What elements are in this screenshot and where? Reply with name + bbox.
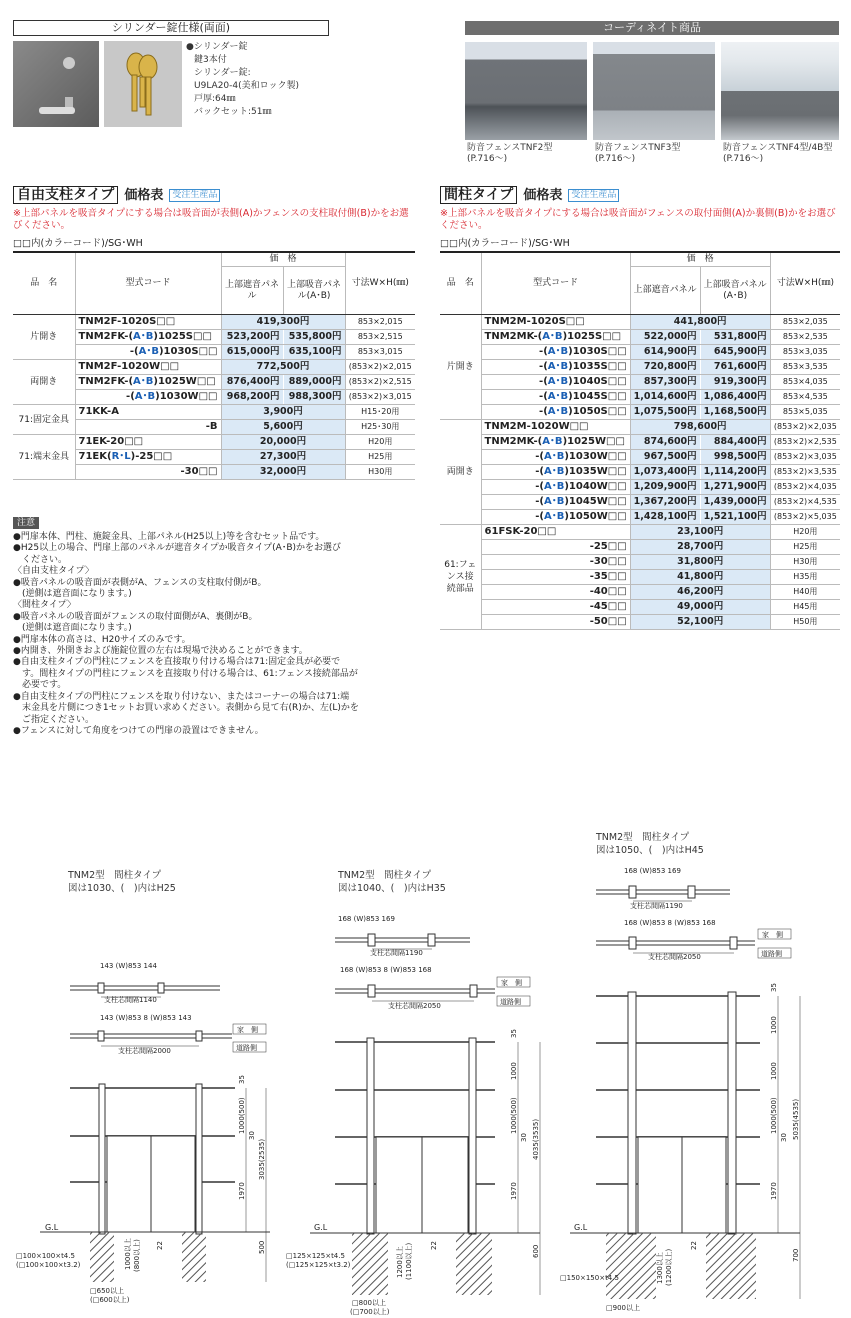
right-price-shield: 1,428,100円 bbox=[630, 510, 700, 525]
d3-gl: G.L bbox=[574, 1223, 588, 1232]
left-dim: H15･20用 bbox=[345, 405, 415, 420]
right-code: TNM2MK-(A･B)1025S□□ bbox=[481, 330, 630, 345]
left-dim: H20用 bbox=[345, 435, 415, 450]
left-th-p2: 上部吸音パネル(A･B) bbox=[283, 267, 345, 315]
right-row bbox=[440, 480, 840, 495]
d1-plan2: 143 (W)853 8 (W)853 143 bbox=[100, 1014, 192, 1022]
left-price-absorb: 635,100円 bbox=[283, 345, 345, 360]
right-code: -35□□ bbox=[481, 570, 630, 585]
left-price: 772,500円 bbox=[221, 360, 345, 375]
right-code: -30□□ bbox=[481, 555, 630, 570]
d2-post2: (□125×125×t3.2) bbox=[286, 1261, 351, 1269]
note-line: ●門扉本体、門柱、施錠金具、上部パネル(H25以上)等を含むセット品です。 bbox=[13, 532, 325, 542]
left-dim: (853×2)×3,015 bbox=[345, 390, 415, 405]
right-code: -(A･B)1035W□□ bbox=[481, 465, 630, 480]
left-th-p1: 上部遮音パネル bbox=[221, 267, 283, 315]
d3-found: □900以上 bbox=[606, 1304, 640, 1312]
right-price: 49,000円 bbox=[630, 600, 770, 615]
drawings-svg bbox=[0, 860, 851, 1318]
note-line: ●自由支柱タイプの門柱にフェンスを直接取り付ける場合は71:固定金具が必要で bbox=[13, 657, 341, 668]
left-price-absorb: 535,800円 bbox=[283, 330, 345, 345]
left-code: TNM2F-1020W□□ bbox=[75, 360, 221, 375]
right-price: 46,200円 bbox=[630, 585, 770, 600]
left-price-absorb: 988,300円 bbox=[283, 390, 345, 405]
d1-front: 家 側 bbox=[237, 1026, 258, 1034]
d2-plan2b: 支柱芯間隔2050 bbox=[388, 1002, 441, 1010]
right-price: 31,800円 bbox=[630, 555, 770, 570]
left-price-shield: 523,200円 bbox=[221, 330, 283, 345]
right-price: 23,100円 bbox=[630, 525, 770, 540]
right-price-table bbox=[440, 251, 840, 630]
right-price-absorb: 1,168,500円 bbox=[700, 405, 770, 420]
right-row bbox=[440, 525, 840, 540]
right-row bbox=[440, 345, 840, 360]
d1-plan1b: 支柱芯間隔1140 bbox=[104, 996, 157, 1004]
note-line: ご指定ください。 bbox=[13, 714, 95, 725]
right-price-shield: 1,073,400円 bbox=[630, 465, 700, 480]
left-dim: H25用 bbox=[345, 450, 415, 465]
left-dim: 853×3,015 bbox=[345, 345, 415, 360]
right-dim: (853×2)×5,035 bbox=[770, 510, 840, 525]
left-subtitle: 価格表 bbox=[124, 188, 164, 203]
right-price: 798,600円 bbox=[630, 420, 770, 435]
cylinder-spec-4: U9LA20-4(美和ロック製) bbox=[194, 81, 299, 91]
d1-found: □650以上 bbox=[90, 1287, 124, 1295]
left-group: 片開き bbox=[13, 315, 75, 360]
right-dim: (853×2)×4,035 bbox=[770, 480, 840, 495]
d2-dim4: 1970 bbox=[510, 1182, 518, 1200]
d1-dim0: 35 bbox=[238, 1075, 246, 1084]
right-code: -(A･B)1045S□□ bbox=[481, 390, 630, 405]
right-price-shield: 1,367,200円 bbox=[630, 495, 700, 510]
right-dim: 853×3,035 bbox=[770, 345, 840, 360]
right-price: 52,100円 bbox=[630, 615, 770, 630]
right-row bbox=[440, 585, 840, 600]
drawing3-sub: 図は1050、( )内はH45 bbox=[596, 845, 704, 856]
d1-post: □100×100×t4.5 bbox=[16, 1252, 75, 1260]
drawing1-title: TNM2型 間柱タイプ bbox=[68, 870, 162, 881]
right-dim: (853×2)×3,535 bbox=[770, 465, 840, 480]
right-row bbox=[440, 450, 840, 465]
d3-plan2: 168 (W)853 8 (W)853 168 bbox=[624, 919, 716, 927]
right-code: -40□□ bbox=[481, 585, 630, 600]
left-th-code: 型式コード bbox=[75, 252, 221, 315]
right-section-title bbox=[440, 186, 619, 205]
right-th-dim: 寸法W×H(㎜) bbox=[770, 252, 840, 315]
right-price-absorb: 1,521,100円 bbox=[700, 510, 770, 525]
note-line: ●フェンスに対して角度をつけての門扉の設置はできません。 bbox=[13, 725, 264, 736]
d3-dim7: 700 bbox=[792, 1248, 800, 1262]
left-color-code: □□内(カラーコード)/SG･WH bbox=[13, 238, 143, 249]
right-code: -(A･B)1030W□□ bbox=[481, 450, 630, 465]
right-dim: 853×5,035 bbox=[770, 405, 840, 420]
d1-road: 道路側 bbox=[236, 1044, 257, 1052]
d3-post: □150×150×t4.5 bbox=[560, 1274, 619, 1282]
drawing2-sub: 図は1040、( )内はH35 bbox=[338, 883, 446, 894]
right-dim: H25用 bbox=[770, 540, 840, 555]
right-price-absorb: 761,600円 bbox=[700, 360, 770, 375]
right-row bbox=[440, 540, 840, 555]
right-dim: H40用 bbox=[770, 585, 840, 600]
note-line: ください。 bbox=[13, 554, 68, 565]
note-line: 〈自由支柱タイプ〉 bbox=[13, 566, 94, 577]
left-code: -(A･B)1030S□□ bbox=[75, 345, 221, 360]
left-price: 20,000円 bbox=[221, 435, 345, 450]
drawing3-elevation bbox=[560, 983, 800, 1312]
d2-dim1: 1000 bbox=[510, 1062, 518, 1080]
left-note: ※上部パネルを吸音タイプにする場合は吸音面が表側(A)かフェンスの支柱取付側(B)かをお選びください。 bbox=[13, 208, 409, 231]
left-price-absorb: 889,000円 bbox=[283, 375, 345, 390]
left-code: -B bbox=[75, 420, 221, 435]
right-row bbox=[440, 555, 840, 570]
left-th-name: 品 名 bbox=[13, 252, 75, 315]
left-group: 71:端末金具 bbox=[13, 435, 75, 480]
left-dim: (853×2)×2,515 bbox=[345, 375, 415, 390]
cylinder-spec-6: バックセット:51㎜ bbox=[194, 107, 272, 117]
right-th-name: 品 名 bbox=[440, 252, 481, 315]
left-price-shield: 876,400円 bbox=[221, 375, 283, 390]
d1-found2: (□600以上) bbox=[90, 1296, 130, 1304]
right-dim: 853×4,535 bbox=[770, 390, 840, 405]
note-line: ●内開き、外開きおよび施錠位置の左右は現場で決めることができます。 bbox=[13, 646, 308, 657]
left-code: -30□□ bbox=[75, 465, 221, 480]
d3-dim9: 1300以上 bbox=[656, 1252, 664, 1284]
right-price-shield: 857,300円 bbox=[630, 375, 700, 390]
right-th-p2: 上部吸音パネル(A･B) bbox=[700, 267, 770, 315]
left-dim: (853×2)×2,015 bbox=[345, 360, 415, 375]
d3-dim0: 35 bbox=[770, 983, 778, 992]
d2-plan2: 168 (W)853 8 (W)853 168 bbox=[340, 966, 432, 974]
drawing2-plan bbox=[335, 915, 530, 1010]
d3-dim1: 1000 bbox=[770, 1016, 778, 1034]
left-code: TNM2F-1020S□□ bbox=[75, 315, 221, 330]
d1-post2: (□100×100×t3.2) bbox=[16, 1261, 81, 1269]
left-code: TNM2FK-(A･B)1025S□□ bbox=[75, 330, 221, 345]
right-row bbox=[440, 315, 840, 330]
right-code: -(A･B)1050S□□ bbox=[481, 405, 630, 420]
d3-dim6: 5035(4535) bbox=[792, 1098, 800, 1140]
right-note: ※上部パネルを吸音タイプにする場合は吸音面がフェンスの取付面側(A)か裏側(B)かをお選びください。 bbox=[440, 208, 836, 231]
right-row bbox=[440, 570, 840, 585]
right-code: TNM2M-1020W□□ bbox=[481, 420, 630, 435]
right-row bbox=[440, 600, 840, 615]
left-group: 両開き bbox=[13, 360, 75, 405]
d2-dim8: 1200以上 bbox=[396, 1246, 404, 1278]
right-price-absorb: 998,500円 bbox=[700, 450, 770, 465]
drawing2-title: TNM2型 間柱タイプ bbox=[338, 870, 432, 881]
note-line: 必要です。 bbox=[13, 680, 67, 691]
right-price-absorb: 919,300円 bbox=[700, 375, 770, 390]
right-group: 両開き bbox=[440, 420, 481, 525]
fence-page-tnf2: (P.716～) bbox=[467, 154, 508, 164]
right-dim: 853×3,535 bbox=[770, 360, 840, 375]
right-code: TNM2M-1020S□□ bbox=[481, 315, 630, 330]
right-code: -(A･B)1045W□□ bbox=[481, 495, 630, 510]
right-badge: 受注生産品 bbox=[568, 189, 619, 202]
right-price-shield: 522,000円 bbox=[630, 330, 700, 345]
left-badge: 受注生産品 bbox=[169, 189, 220, 202]
right-dim: (853×2)×2,535 bbox=[770, 435, 840, 450]
left-row bbox=[13, 315, 415, 330]
left-dim: 853×2,015 bbox=[345, 315, 415, 330]
right-price: 28,700円 bbox=[630, 540, 770, 555]
d2-found2: (□700以上) bbox=[350, 1308, 390, 1316]
d2-dim7: 22 bbox=[430, 1241, 438, 1250]
note-line: ●吸音パネルの吸音面が表側がA、フェンスの支柱取付側がB。 bbox=[13, 577, 267, 588]
left-title: 自由支柱タイプ bbox=[13, 186, 118, 204]
right-row bbox=[440, 420, 840, 435]
cylinder-spec-1: ●シリンダー錠 bbox=[186, 42, 248, 52]
d1-dim2: 30 bbox=[248, 1131, 256, 1140]
right-dim: H30用 bbox=[770, 555, 840, 570]
right-row bbox=[440, 615, 840, 630]
right-price-absorb: 884,400円 bbox=[700, 435, 770, 450]
fence-name-tnf3: 防音フェンスTNF3型 bbox=[595, 143, 681, 153]
fence-name-tnf4: 防音フェンスTNF4型/4B型 bbox=[723, 143, 833, 153]
fence-photo-tnf3 bbox=[593, 42, 715, 140]
right-code: 61FSK-20□□ bbox=[481, 525, 630, 540]
right-dim: 853×4,035 bbox=[770, 375, 840, 390]
right-code: -(A･B)1040S□□ bbox=[481, 375, 630, 390]
left-th-price: 価 格 bbox=[221, 252, 345, 267]
left-price-table bbox=[13, 251, 415, 480]
fence-page-tnf4: (P.716～) bbox=[723, 154, 764, 164]
d3-front: 家 側 bbox=[762, 931, 783, 939]
left-group: 71:固定金具 bbox=[13, 405, 75, 435]
d3-road: 道路側 bbox=[761, 950, 782, 958]
drawing1-sub: 図は1030、( )内はH25 bbox=[68, 883, 176, 894]
left-price-shield: 968,200円 bbox=[221, 390, 283, 405]
notes-head: 注意 bbox=[13, 517, 39, 529]
right-price-shield: 1,014,600円 bbox=[630, 390, 700, 405]
right-price-absorb: 1,271,900円 bbox=[700, 480, 770, 495]
right-row bbox=[440, 375, 840, 390]
keys-icon bbox=[104, 41, 182, 127]
d1-dim7: 1000以上 bbox=[124, 1238, 132, 1270]
d2-front: 家 側 bbox=[501, 979, 522, 987]
right-row bbox=[440, 360, 840, 375]
left-code: TNM2FK-(A･B)1025W□□ bbox=[75, 375, 221, 390]
right-price: 41,800円 bbox=[630, 570, 770, 585]
d2-gl: G.L bbox=[314, 1223, 328, 1232]
right-price-absorb: 645,900円 bbox=[700, 345, 770, 360]
left-row bbox=[13, 360, 415, 375]
note-line: (逆側は遮音面になります。) bbox=[13, 589, 132, 600]
right-row bbox=[440, 510, 840, 525]
right-dim: H45用 bbox=[770, 600, 840, 615]
left-price: 3,900円 bbox=[221, 405, 345, 420]
right-title: 間柱タイプ bbox=[440, 186, 517, 204]
right-group: 61:フェンス接続部品 bbox=[440, 525, 481, 630]
cylinder-title: シリンダー錠仕様(両面) bbox=[13, 20, 329, 36]
cylinder-spec-3: シリンダー錠: bbox=[194, 68, 251, 78]
left-code: 71KK-A bbox=[75, 405, 221, 420]
d1-dim6: 22 bbox=[156, 1241, 164, 1250]
right-code: -50□□ bbox=[481, 615, 630, 630]
right-row bbox=[440, 495, 840, 510]
fence-name-tnf2: 防音フェンスTNF2型 bbox=[467, 143, 553, 153]
right-code: -(A･B)1030S□□ bbox=[481, 345, 630, 360]
d2-road: 道路側 bbox=[500, 998, 521, 1006]
left-code: -(A･B)1030W□□ bbox=[75, 390, 221, 405]
d2-post: □125×125×t4.5 bbox=[286, 1252, 345, 1260]
d3-dim5: 1970 bbox=[770, 1182, 778, 1200]
d3-plan1b: 支柱芯間隔1190 bbox=[630, 902, 683, 910]
left-price: 5,600円 bbox=[221, 420, 345, 435]
right-th-code: 型式コード bbox=[481, 252, 630, 315]
d1-dim3: 1970 bbox=[238, 1182, 246, 1200]
note-line: 〈間柱タイプ〉 bbox=[13, 600, 76, 611]
d1-dim1: 1000(500) bbox=[238, 1097, 246, 1134]
drawing3-title: TNM2型 間柱タイプ bbox=[596, 832, 690, 843]
right-code: -(A･B)1050W□□ bbox=[481, 510, 630, 525]
left-section-title bbox=[13, 186, 220, 205]
note-line: す。間柱タイプの門柱にフェンスを直接取り付ける場合は、61:フェンス接続部品が bbox=[13, 668, 358, 679]
right-price-shield: 1,075,500円 bbox=[630, 405, 700, 420]
right-dim: 853×2,035 bbox=[770, 315, 840, 330]
cylinder-spec-2: 鍵3本付 bbox=[194, 55, 227, 65]
drawing2-elevation bbox=[286, 1029, 540, 1316]
right-code: -25□□ bbox=[481, 540, 630, 555]
d2-dim2: 1000(500) bbox=[510, 1097, 518, 1134]
cylinder-spec-5: 戸厚:64㎜ bbox=[194, 94, 236, 104]
d2-dim3: 30 bbox=[520, 1133, 528, 1142]
right-price-shield: 874,600円 bbox=[630, 435, 700, 450]
d3-dim3: 1000(500) bbox=[770, 1097, 778, 1134]
left-price-shield: 615,000円 bbox=[221, 345, 283, 360]
fence-photo-tnf4 bbox=[721, 42, 839, 140]
right-row bbox=[440, 435, 840, 450]
right-row bbox=[440, 390, 840, 405]
drawing1-elevation bbox=[16, 1075, 270, 1304]
fence-photo-tnf2 bbox=[465, 42, 587, 140]
d3-dim8: 22 bbox=[690, 1241, 698, 1250]
d3-plan1: 168 (W)853 169 bbox=[624, 867, 681, 875]
left-row bbox=[13, 405, 415, 420]
left-dim: 853×2,515 bbox=[345, 330, 415, 345]
right-price-absorb: 531,800円 bbox=[700, 330, 770, 345]
drawing1-plan bbox=[70, 962, 266, 1055]
d3-dim4: 30 bbox=[780, 1133, 788, 1142]
note-line: ●吸音パネルの吸音面がフェンスの取付面側がA、裏側がB。 bbox=[13, 611, 258, 622]
fence-page-tnf3: (P.716～) bbox=[595, 154, 636, 164]
right-price: 441,800円 bbox=[630, 315, 770, 330]
right-row bbox=[440, 330, 840, 345]
d2-dim0: 35 bbox=[510, 1029, 518, 1038]
right-th-price: 価 格 bbox=[630, 252, 770, 267]
right-price-shield: 614,900円 bbox=[630, 345, 700, 360]
note-line: ●H25以上の場合、門扉上部のパネルが遮音タイプか吸音タイプ(A･B)かをお選び bbox=[13, 543, 342, 554]
right-dim: (853×2)×4,535 bbox=[770, 495, 840, 510]
d3-dim10: (1200以上) bbox=[665, 1248, 673, 1286]
right-price-shield: 720,800円 bbox=[630, 360, 700, 375]
right-dim: (853×2)×3,035 bbox=[770, 450, 840, 465]
d1-gl: G.L bbox=[45, 1223, 59, 1232]
right-price-shield: 1,209,900円 bbox=[630, 480, 700, 495]
note-line: (逆側は遮音面になります。) bbox=[13, 623, 132, 634]
left-code: 71EK(R･L)-25□□ bbox=[75, 450, 221, 465]
note-line: ●門扉本体の高さは、H20サイズのみです。 bbox=[13, 634, 191, 645]
right-price-absorb: 1,114,200円 bbox=[700, 465, 770, 480]
left-row bbox=[13, 435, 415, 450]
left-price: 419,300円 bbox=[221, 315, 345, 330]
d2-dim9: (1100以上) bbox=[405, 1242, 413, 1280]
right-code: TNM2MK-(A･B)1025W□□ bbox=[481, 435, 630, 450]
d2-plan1: 168 (W)853 169 bbox=[338, 915, 395, 923]
left-price: 27,300円 bbox=[221, 450, 345, 465]
door-handle-icon bbox=[13, 41, 99, 127]
right-dim: H50用 bbox=[770, 615, 840, 630]
d3-plan2b: 支柱芯間隔2050 bbox=[648, 953, 701, 961]
door-handle-photo bbox=[13, 41, 99, 127]
right-price-absorb: 1,086,400円 bbox=[700, 390, 770, 405]
right-subtitle: 価格表 bbox=[523, 188, 563, 203]
right-dim: H35用 bbox=[770, 570, 840, 585]
right-code: -45□□ bbox=[481, 600, 630, 615]
right-price-shield: 967,500円 bbox=[630, 450, 700, 465]
left-dim: H30用 bbox=[345, 465, 415, 480]
notes-block bbox=[13, 532, 423, 737]
d2-dim5: 4035(3535) bbox=[532, 1118, 540, 1160]
d1-dim8: (800以上) bbox=[133, 1239, 141, 1272]
right-group: 片開き bbox=[440, 315, 481, 420]
right-row bbox=[440, 465, 840, 480]
right-dim: (853×2)×2,035 bbox=[770, 420, 840, 435]
note-line: 末金具を片側につき1セットお買い求めください。表側から見て右(R)か、左(L)かを bbox=[13, 703, 359, 714]
drawing3-plan bbox=[596, 867, 791, 961]
note-line: ●自由支柱タイプの門柱にフェンスを取り付けない、またはコーナーの場合は71:端 bbox=[13, 691, 350, 702]
keys-photo bbox=[104, 41, 182, 127]
left-code: 71EK-20□□ bbox=[75, 435, 221, 450]
d1-plan2b: 支柱芯間隔2000 bbox=[118, 1047, 171, 1055]
right-code: -(A･B)1040W□□ bbox=[481, 480, 630, 495]
d1-plan1: 143 (W)853 144 bbox=[100, 962, 157, 970]
right-price-absorb: 1,439,000円 bbox=[700, 495, 770, 510]
left-dim: H25･30用 bbox=[345, 420, 415, 435]
right-row bbox=[440, 405, 840, 420]
right-color-code: □□内(カラーコード)/SG･WH bbox=[440, 238, 570, 249]
d1-dim5: 500 bbox=[258, 1240, 266, 1254]
d2-plan1b: 支柱芯間隔1190 bbox=[370, 949, 423, 957]
right-dim: H20用 bbox=[770, 525, 840, 540]
right-code: -(A･B)1035S□□ bbox=[481, 360, 630, 375]
left-price: 32,000円 bbox=[221, 465, 345, 480]
d3-dim2: 1000 bbox=[770, 1062, 778, 1080]
left-th-dim: 寸法W×H(㎜) bbox=[345, 252, 415, 315]
d2-dim6: 600 bbox=[532, 1244, 540, 1258]
d1-dim4: 3035(2535) bbox=[258, 1138, 266, 1180]
d2-found: □800以上 bbox=[352, 1299, 386, 1307]
right-dim: 853×2,535 bbox=[770, 330, 840, 345]
coordinate-title: コーディネイト商品 bbox=[465, 21, 839, 35]
right-th-p1: 上部遮音パネル bbox=[630, 267, 700, 315]
